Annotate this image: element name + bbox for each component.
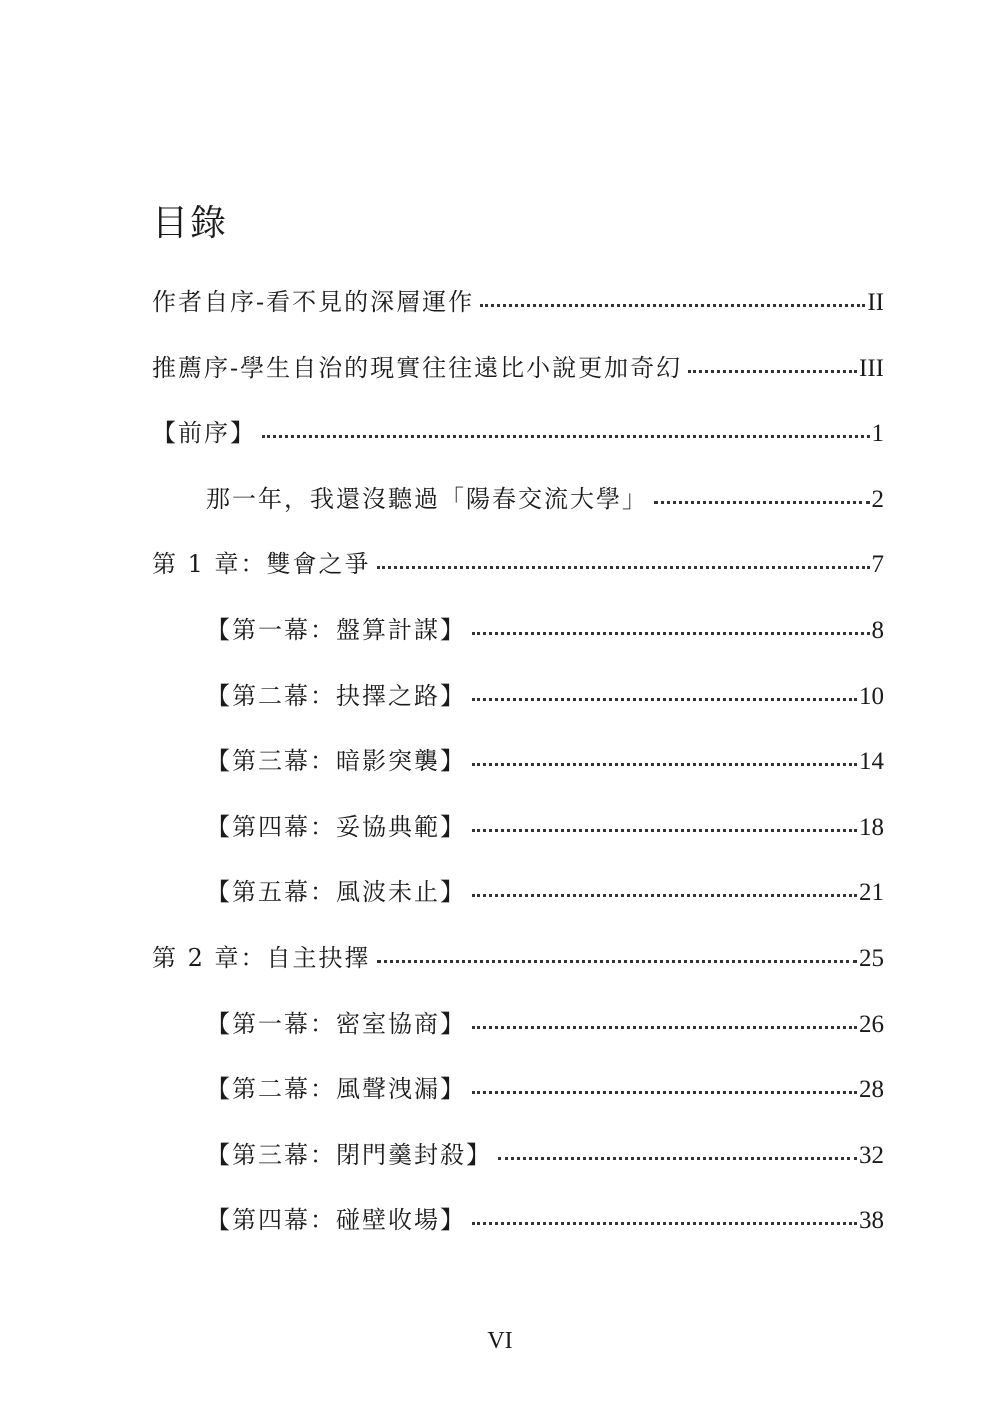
toc-entry-title: 作者自序-看不見的深層運作 — [152, 288, 475, 316]
toc-entry-page-number: 8 — [871, 617, 884, 644]
toc-heading: 目錄 — [152, 203, 229, 244]
toc-entry[interactable] — [152, 282, 884, 322]
dot-leader — [472, 632, 870, 635]
toc-entry[interactable] — [206, 741, 884, 781]
toc-entry[interactable] — [206, 610, 884, 650]
toc-entry[interactable] — [206, 872, 884, 912]
toc-entry[interactable] — [206, 1200, 884, 1240]
dot-leader — [472, 698, 857, 701]
dot-leader — [654, 501, 870, 504]
toc-entry[interactable] — [206, 1135, 884, 1175]
toc-entry-title: 那一年，我還沒聽過「陽春交流大學」 — [206, 484, 648, 513]
toc-entry-title: 【第二幕：風聲洩漏】 — [206, 1075, 466, 1104]
toc-entry-page-number: 38 — [859, 1207, 884, 1235]
toc-entry-title: 【第二幕：抉擇之路】 — [206, 681, 466, 710]
toc-entry-title: 【第四幕：妥協典範】 — [206, 812, 466, 841]
toc-entry-page-number: III — [859, 354, 884, 382]
toc-entry-title: 推薦序-學生自治的現實往往遠比小說更加奇幻 — [152, 353, 683, 382]
toc-entry-page-number: 7 — [871, 551, 884, 579]
toc-entry-title: 第 2 章：自主抉擇 — [152, 944, 371, 972]
toc-entry[interactable] — [206, 1069, 884, 1109]
toc-entry-title: 【第一幕：盤算計謀】 — [206, 616, 466, 644]
toc-entry-page-number: 28 — [859, 1076, 884, 1104]
dot-leader — [688, 370, 857, 373]
toc-entry-page-number: 18 — [859, 813, 884, 841]
dot-leader — [262, 435, 870, 438]
dot-leader — [472, 1222, 857, 1225]
toc-entry-title: 【第三幕：閉門羹封殺】 — [206, 1140, 492, 1169]
dot-leader — [472, 1026, 857, 1029]
toc-entry[interactable] — [206, 807, 884, 847]
dot-leader — [472, 829, 857, 832]
footer-page-number: VI — [487, 1328, 513, 1354]
toc-entry-title: 【第三幕：暗影突襲】 — [206, 747, 466, 776]
dot-leader — [472, 894, 857, 897]
toc-entry-title: 【第五幕：風波未止】 — [206, 878, 466, 907]
toc-entry-page-number: II — [867, 289, 884, 316]
toc-entry[interactable] — [152, 413, 884, 453]
toc-entry-page-number: 26 — [859, 1010, 884, 1038]
toc-entry-page-number: 21 — [859, 879, 884, 907]
dot-leader — [377, 566, 870, 569]
toc-entry-page-number: 1 — [871, 420, 884, 448]
dot-leader — [472, 763, 857, 766]
toc-entry[interactable] — [152, 348, 884, 388]
toc-entry-page-number: 14 — [859, 748, 884, 776]
toc-entry[interactable] — [206, 479, 884, 519]
dot-leader — [480, 304, 865, 307]
toc-entry-page-number: 25 — [859, 945, 884, 972]
toc-entry[interactable] — [152, 938, 884, 978]
toc-entry-page-number: 10 — [859, 682, 884, 710]
toc-entry-title: 【第四幕：碰壁收場】 — [206, 1206, 466, 1235]
toc-entry[interactable] — [206, 1004, 884, 1044]
toc-entry-title: 第 1 章：雙會之爭 — [152, 550, 371, 579]
toc-entry-page-number: 32 — [859, 1141, 884, 1169]
toc-entry-page-number: 2 — [871, 485, 884, 513]
toc-entry[interactable] — [206, 676, 884, 716]
toc-entry[interactable] — [152, 544, 884, 584]
dot-leader — [377, 960, 857, 963]
toc-entry-title: 【前序】 — [152, 419, 256, 448]
dot-leader — [498, 1157, 857, 1160]
toc-entry-title: 【第一幕：密室協商】 — [206, 1009, 466, 1038]
dot-leader — [472, 1091, 857, 1094]
